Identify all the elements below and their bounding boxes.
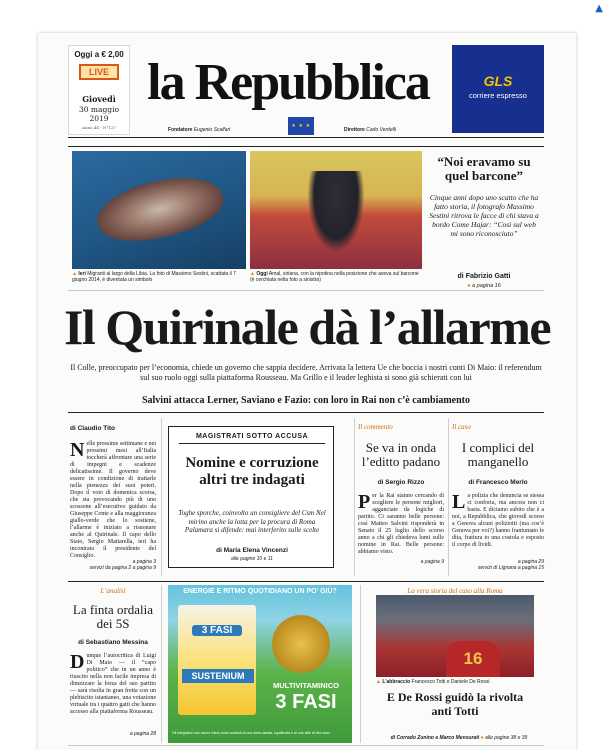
- merlo-byline: di Francesco Merlo: [468, 479, 528, 486]
- rizzo-page-ref: a pagina 9: [420, 559, 444, 565]
- box-page-ref: alle pagine 10 e 11: [231, 556, 273, 562]
- top-story-page-ref: ● a pagina 16: [467, 283, 501, 289]
- totti-derossi-photo: [376, 595, 534, 677]
- gls-tagline: corriere espresso: [469, 91, 527, 100]
- boat-shape: [91, 166, 229, 251]
- newspaper-title: la Repubblica: [147, 54, 429, 111]
- issue-number: Anno 44 - N°127: [82, 125, 116, 130]
- messina-byline: di Sebastiano Messina: [78, 639, 148, 646]
- ad-product-box: [178, 605, 256, 715]
- commento-kicker: Il commento: [358, 423, 393, 431]
- sustenium-advert: [168, 585, 352, 743]
- ad-brand-label: SUSTENIUM: [182, 669, 254, 683]
- section-rule: [68, 581, 544, 582]
- box-headline: Nomine e corruzione altri tre indagati: [185, 455, 319, 488]
- roma-headline: E De Rossi guidò la rivolta anti Totti: [386, 690, 524, 718]
- director-line: [344, 127, 396, 133]
- ad-disclaimer: Gli integratori non vanno intesi come sostituti di una dieta variata, equilibrata e di uno stile di vita sano.: [172, 731, 331, 735]
- tito-byline: di Claudio Tito: [70, 425, 116, 432]
- main-headline: Il Quirinale dà l’allarme: [63, 299, 551, 355]
- column-divider: [448, 418, 449, 576]
- rizzo-title: Se va in onda l’editto padano: [361, 440, 441, 469]
- tito-article-body: Nelle prossime settimane e nei prossimi mesi all’Italia toccherà affrontare una serie di impegni e scadenze delicatissime. Il governo deve essere in condizione di trattarle nella pienezza dei suoi poteri. Dopo il voto di domenica scorsa, che sta provocando più di uno scossone all’esecutivo guidato da Giuseppe Conte e alla maggioranza giallo-verde che lo sostiene, l’allarme è iniziato a risuonare anche al Quirinale. Il capo dello Stato, Sergio Mattarella, ieri ha incontrato il presidente del Consiglio.: [70, 439, 156, 559]
- top-story-headline: “Noi eravamo su quel barcone”: [437, 154, 531, 183]
- portrait-figures: [308, 171, 364, 251]
- photo-caption-right: ▲ Oggi Amal, siriana, con la nipotina nella posizione che aveva sul barcone (è cerchiata nella foto a sinistra): [250, 271, 419, 283]
- ad-tablet-icon: [272, 615, 330, 673]
- ad-tagline: ENERGIE E RITMO QUOTIDIANO UN PO’ GIÙ?: [183, 588, 337, 595]
- price-date-box: [68, 45, 130, 135]
- tito-page-refs: a pagina 3 servizi da pagina 2 a pagina 9: [89, 559, 156, 571]
- ad-fasi-badge: 3 FASI: [192, 625, 242, 636]
- magistrati-box: [168, 426, 334, 568]
- director-label: Direttore: [344, 127, 365, 133]
- roma-photo-caption: ▲ L’abbraccio Francesco Totti e Daniele De Rossi: [376, 679, 490, 685]
- roma-kicker: La vera storia del caso alla Roma: [407, 587, 503, 595]
- founder-line: [168, 127, 230, 133]
- box-byline: di Maria Elena Vincenzi: [216, 547, 288, 554]
- top-story: [68, 146, 544, 291]
- director-name: Carlo Verdelli: [366, 127, 397, 133]
- gls-advert: [452, 45, 544, 133]
- column-divider: [360, 585, 361, 743]
- column-divider: [354, 418, 355, 576]
- section-rule: [68, 412, 544, 413]
- survivor-portrait-photo: [250, 151, 422, 269]
- ad-multi-label: MULTIVITAMINICO: [273, 681, 339, 690]
- rizzo-byline: di Sergio Rizzo: [377, 479, 425, 486]
- main-subhead: Il Colle, preoccupato per l’economia, chiede un governo che sappia decidere. Arrivata la lettera Ue che boccia i nostri conti Di Maio: il referendum sul suo ruolo oggi sulla piattaforma Rousseau. Ma Grillo e il leader leghista si sono già schierati con lui: [70, 363, 542, 382]
- merlo-article-body: La polizia che denuncia se stessa ci conforta, ma ancora non ci basta. E diciamo subito che è a noi, a Repubblica, che giovedì scorso a Genova alcuni poliziotti (ma cos’è Genova per voi?) hanno frantumato le dita, frattura to una costola e esposto il corpo di lividi.: [452, 491, 544, 548]
- scroll-up-icon[interactable]: ▲: [595, 3, 603, 14]
- messina-page-ref: a pagina 28: [129, 731, 156, 737]
- migrant-boat-photo: [72, 151, 246, 269]
- live-badge: LIVE: [79, 64, 119, 80]
- price-label: Oggi a € 2,00: [74, 50, 124, 59]
- top-story-body: Cinque anni dopo uno scatto che ha fatto storia, il fotografo Massimo Sestini ritrova le facce di chi stava a bordo Come Hajar: “Così sul web mi sono riconosciuto”: [429, 193, 539, 238]
- main-strap: Salvini attacca Lerner, Saviano e Fazio: con loro in Rai non c’è cambiamento: [141, 395, 471, 406]
- eu-flag-icon: ★ ★ ★: [288, 117, 314, 135]
- masthead-rule: [68, 137, 544, 138]
- viewer-top-bar: [0, 0, 609, 20]
- founder-name: Eugenio Scalfari: [193, 127, 231, 133]
- messina-title: La finta ordalia dei 5S: [72, 602, 154, 631]
- box-body: Toghe sporche, coinvolto un consigliere del Csm Nel mirino anche la lotta per la procura di Roma Palamara si difende: mai interferito sulle scelte: [178, 509, 326, 534]
- box-kicker: MAGISTRATI SOTTO ACCUSA: [179, 433, 325, 444]
- top-story-byline: di Fabrizio Gatti: [457, 273, 511, 280]
- column-divider: [161, 585, 162, 743]
- merlo-page-refs: a pagina 29 servizi di Lignana a pagina 15: [477, 559, 544, 571]
- caso-kicker: Il caso: [452, 423, 471, 431]
- merlo-title: I complici del manganello: [461, 440, 535, 469]
- section-rule: [68, 745, 544, 746]
- jersey-number: 16: [446, 641, 500, 677]
- newspaper-front-page: [38, 33, 576, 750]
- date-day: Giovedì: [82, 94, 116, 104]
- founder-label: Fondatore: [168, 127, 193, 133]
- gls-logo: GLS: [483, 73, 513, 89]
- rizzo-article-body: Per la Rai stanno cercando di scegliere le persone migliori, agganciate da logiche di partito. Ci saranno belle persone: così Matteo Salvini risponderà in Senato il 25 luglio dello scorso anno a chi gli chiedeva lumi sulle nomine in Rai. Belle persone: abbiamo visto.: [358, 491, 444, 555]
- messina-article-body: Dunque l’autocritica di Luigi Di Maio — il “capo politico” che in un anno è riuscito nella non facile impresa di dimezzare la forza del suo partito — sarà risolta in gran fretta con un plebiscito istantaneo, una votazione virtuale tra i quattro gatti che hanno accesso alla piattaforma Rousseau.: [70, 651, 156, 715]
- analisi-kicker: L’analisi: [100, 587, 126, 595]
- date-label: 30 maggio 2019: [78, 105, 120, 123]
- column-divider: [161, 418, 162, 576]
- photo-caption-left: ▲ Ieri Migranti al largo della Libia. La foto di Massimo Sestini, scattata il 7 giugno 2014, è diventata un simbolo: [72, 271, 236, 283]
- roma-byline: di Corrado Zunino e Marco Mensurati ● alle pagine 38 e 39: [390, 735, 528, 741]
- ad-fasi-large: 3 FASI: [275, 691, 337, 713]
